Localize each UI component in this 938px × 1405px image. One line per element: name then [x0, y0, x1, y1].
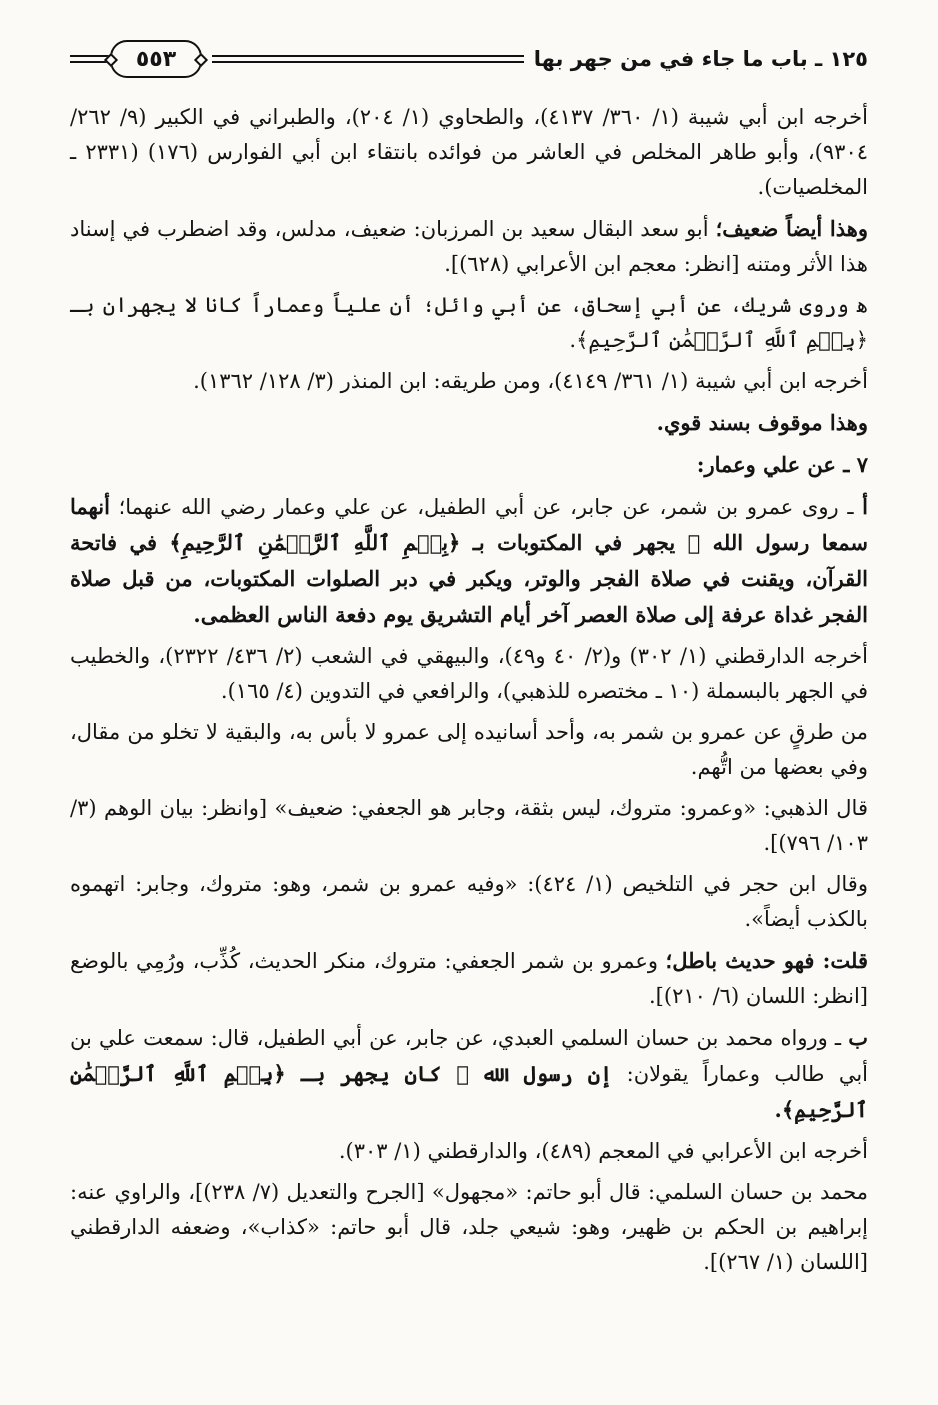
- paragraph: [70, 715, 868, 785]
- text-run: أخرجه ابن الأعرابي في المعجم (٤٨٩)، والدارقطني (١/ ٣٠٣).: [338, 1139, 868, 1163]
- paragraph: [70, 489, 868, 633]
- text-run: ـ ورواه محمد بن حسان السلمي العبدي، عن جابر، عن أبي الطفيل، قال: سمعت علي بن أبي طالب وعماراً يقولان:: [70, 1026, 868, 1086]
- text-run: وهذا موقوف بسند قوي.: [656, 410, 868, 435]
- paragraph: [70, 211, 868, 282]
- page-header: [70, 28, 868, 90]
- text-run: وقال ابن حجر في التلخيص (١/ ٤٢٤): «وفيه عمرو بن شمر، وهو: متروك، وجابر: اتهموه بالكذب أيضاً».: [70, 872, 868, 931]
- text-run: ٧ ـ عن علي وعمار:: [696, 452, 868, 477]
- text-run: محمد بن حسان السلمي: قال أبو حاتم: «مجهول» [الجرح والتعديل (٧/ ٢٣٨)]، والراوي عنه: إبراهيم بن الحكم بن ظهير، وهو: شيعي جلد، قال أبو حاتم: «كذاب»، وضعفه الدارقطني [اللسان (١/ ٢٦٧)].: [70, 1180, 868, 1274]
- text-run: ـ روى عمرو بن شمر، عن جابر، عن أبي الطفيل، عن علي وعمار رضي الله عنهما؛: [109, 495, 863, 519]
- text-run: أبو سعد البقال سعيد بن المرزبان: ضعيف، مدلس، وقد اضطرب في إسناد هذا الأثر ومتنه [انظر: معجم ابن الأعرابي (٦٢٨)].: [70, 217, 868, 276]
- paragraph: [70, 943, 868, 1014]
- paragraph: [70, 791, 868, 861]
- page-number: ٥٥٣: [110, 40, 202, 78]
- text-run: أ: [862, 494, 868, 519]
- text-run: ﻫ وروى شريك، عن أبي إسحاق، عن أبي وائل؛ أن علياً وعماراً كانا لا يجهران بـ ﴿بِسۡمِ ٱللَّهِ ٱلرَّحۡمَٰنِ ٱلرَّحِيمِ﴾.: [70, 293, 868, 352]
- paragraph: [70, 364, 868, 399]
- text-run: أخرجه الدارقطني (١/ ٣٠٢) و(٢/ ٤٠ و٤٩)، والبيهقي في الشعب (٢/ ٤٣٦/ ٢٣٢٢)، والخطيب في الجهر بالبسملة (١٠ ـ مختصره للذهبي)، والرافعي في التدوين (٤/ ١٦٥).: [70, 644, 868, 703]
- text-run: من طرقٍ عن عمرو بن شمر به، وأحد أسانيده إلى عمرو لا بأس به، والبقية لا تخلو من مقال، وفي بعضها من اتُّهم.: [70, 720, 868, 779]
- text-run: قلت: فهو حديث باطل؛: [665, 948, 868, 973]
- text-run: أخرجه ابن أبي شيبة (١/ ٣٦١/ ٤١٤٩)، ومن طريقه: ابن المنذر (٣/ ١٢٨/ ١٣٦٢).: [193, 369, 868, 393]
- paragraph: [70, 867, 868, 937]
- text-run: وعمرو بن شمر الجعفي: متروك، منكر الحديث، كُذِّب، ورُمِي بالوضع [انظر: اللسان (٦/ ٢١٠)].: [70, 949, 868, 1008]
- body-text: [70, 100, 868, 1280]
- paragraph: [70, 1175, 868, 1280]
- paragraph: [70, 447, 868, 483]
- paragraph: [70, 639, 868, 709]
- paragraph: [70, 1020, 868, 1128]
- text-run: إن رسول الله ﷺ كان يجهر بـ ﴿بِسۡمِ ٱللَّهِ ٱلرَّحۡمَٰنِ ٱلرَّحِيمِ﴾.: [70, 1061, 868, 1122]
- text-run: ب: [848, 1025, 868, 1050]
- paragraph: [70, 1134, 868, 1169]
- header-rule: [212, 55, 524, 63]
- running-title: ١٢٥ ـ باب ما جاء في من جهر بها: [533, 47, 868, 71]
- paragraph: [70, 100, 868, 205]
- text-run: أنهما سمعا رسول الله ﷺ يجهر في المكتوبات بـ ﴿بِسۡمِ ٱللَّهِ ٱلرَّحۡمَٰنِ ٱلرَّحِيمِ﴾ في فاتحة القرآن، ويقنت في صلاة الفجر والوتر، ويكبر في دبر الصلوات المكتوبات، من قبل صلاة الفجر غداة عرفة إلى صلاة العصر آخر أيام التشريق يوم دفعة الناس العظمى.: [70, 494, 868, 627]
- paragraph: [70, 405, 868, 441]
- text-run: أخرجه ابن أبي شيبة (١/ ٣٦٠/ ٤١٣٧)، والطحاوي (١/ ٢٠٤)، والطبراني في الكبير (٩/ ٢٦٢/ ٩٣٠٤)، وأبو طاهر المخلص في العاشر من فوائده بانتقاء ابن أبي الفوارس (١٧٦) (٢٣٣١ ـ المخلصيات).: [70, 105, 869, 199]
- text-run: وهذا أيضاً ضعيف؛: [715, 216, 868, 241]
- page: [70, 28, 868, 1385]
- paragraph: [70, 288, 868, 358]
- text-run: قال الذهبي: «وعمرو: متروك، ليس بثقة، وجابر هو الجعفي: ضعيف» [وانظر: بيان الوهم (٣/ ١٠٣/ ٧٩٦)].: [70, 796, 868, 855]
